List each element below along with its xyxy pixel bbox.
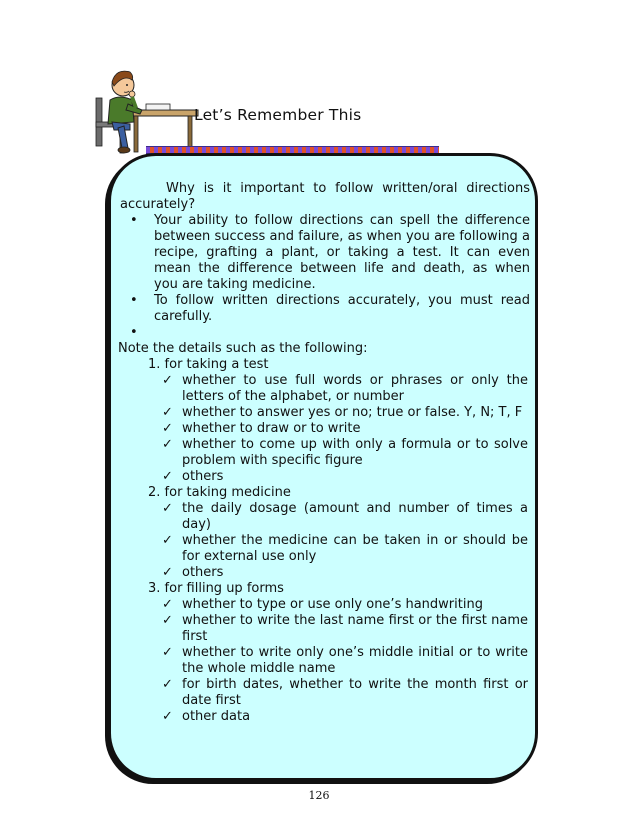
section-title: Let’s Remember This — [194, 106, 362, 124]
bullet-text: To follow written directions accurately, you must read carefully. — [154, 293, 530, 324]
check-text: whether the medicine can be taken in or should be for external use only — [182, 533, 528, 564]
check-text: the daily dosage (amount and number of times a day) — [182, 501, 528, 532]
check-text: whether to write the last name first or the first name first — [182, 613, 528, 644]
check-item — [120, 709, 530, 725]
check-item — [120, 501, 530, 533]
check-text: whether to type or use only one’s handwriting — [182, 597, 483, 612]
check-text: other data — [182, 709, 251, 724]
bullet-icon: • — [130, 293, 138, 308]
page-number: 126 — [308, 789, 330, 802]
check-text: others — [182, 565, 224, 580]
check-item — [120, 597, 530, 613]
check-icon: ✓ — [162, 597, 173, 612]
section-heading — [126, 581, 530, 597]
note-heading: Note the details such as the following: — [118, 341, 368, 356]
bullet-icon: • — [130, 213, 138, 228]
bullet-text: Your ability to follow directions can spell the difference between success and failure, as when you are following a recipe, grafting a plant, or taking a test. It can even mean the difference between life and death, as when you are taking medicine. — [154, 213, 530, 292]
check-text: for birth dates, whether to write the month first or date first — [182, 677, 528, 708]
check-icon: ✓ — [162, 421, 173, 436]
check-item — [120, 437, 530, 469]
check-icon: ✓ — [162, 437, 173, 452]
check-item — [120, 405, 530, 421]
check-text: others — [182, 469, 224, 484]
check-icon: ✓ — [162, 501, 173, 516]
section-heading — [126, 485, 530, 501]
section-label: 3. for filling up forms — [148, 581, 284, 596]
check-icon: ✓ — [162, 373, 173, 388]
check-text: whether to write only one’s middle initial or to write the whole middle name — [182, 645, 528, 676]
check-item — [120, 469, 530, 485]
student-at-desk-illustration — [90, 60, 200, 160]
check-text: whether to answer yes or no; true or false. Y, N; T, F — [182, 405, 523, 420]
check-icon: ✓ — [162, 613, 173, 628]
check-item — [120, 421, 530, 437]
check-text: whether to come up with only a formula or to solve problem with specific figure — [182, 437, 528, 468]
check-icon: ✓ — [162, 677, 173, 692]
check-icon: ✓ — [162, 709, 173, 724]
bullet-icon: • — [130, 325, 138, 340]
section-heading — [126, 357, 530, 373]
check-item — [120, 645, 530, 677]
check-icon: ✓ — [162, 565, 173, 580]
section-label: 2. for taking medicine — [148, 485, 291, 500]
check-text: whether to use full words or phrases or only the letters of the alphabet, or number — [182, 373, 528, 404]
check-item — [120, 565, 530, 581]
check-item — [120, 533, 530, 565]
intro-question: Why is it important to follow written/oral directions accurately? — [120, 181, 530, 212]
bullet-item-empty — [128, 325, 530, 341]
check-text: whether to draw or to write — [182, 421, 361, 436]
check-item — [120, 613, 530, 645]
header — [0, 0, 638, 165]
bullet-item — [128, 213, 530, 293]
check-icon: ✓ — [162, 469, 173, 484]
check-item — [120, 373, 530, 405]
card-content — [120, 181, 530, 725]
section-label: 1. for taking a test — [148, 357, 269, 372]
check-item — [120, 677, 530, 709]
check-icon: ✓ — [162, 533, 173, 548]
check-icon: ✓ — [162, 645, 173, 660]
bullet-item — [128, 293, 530, 325]
check-icon: ✓ — [162, 405, 173, 420]
